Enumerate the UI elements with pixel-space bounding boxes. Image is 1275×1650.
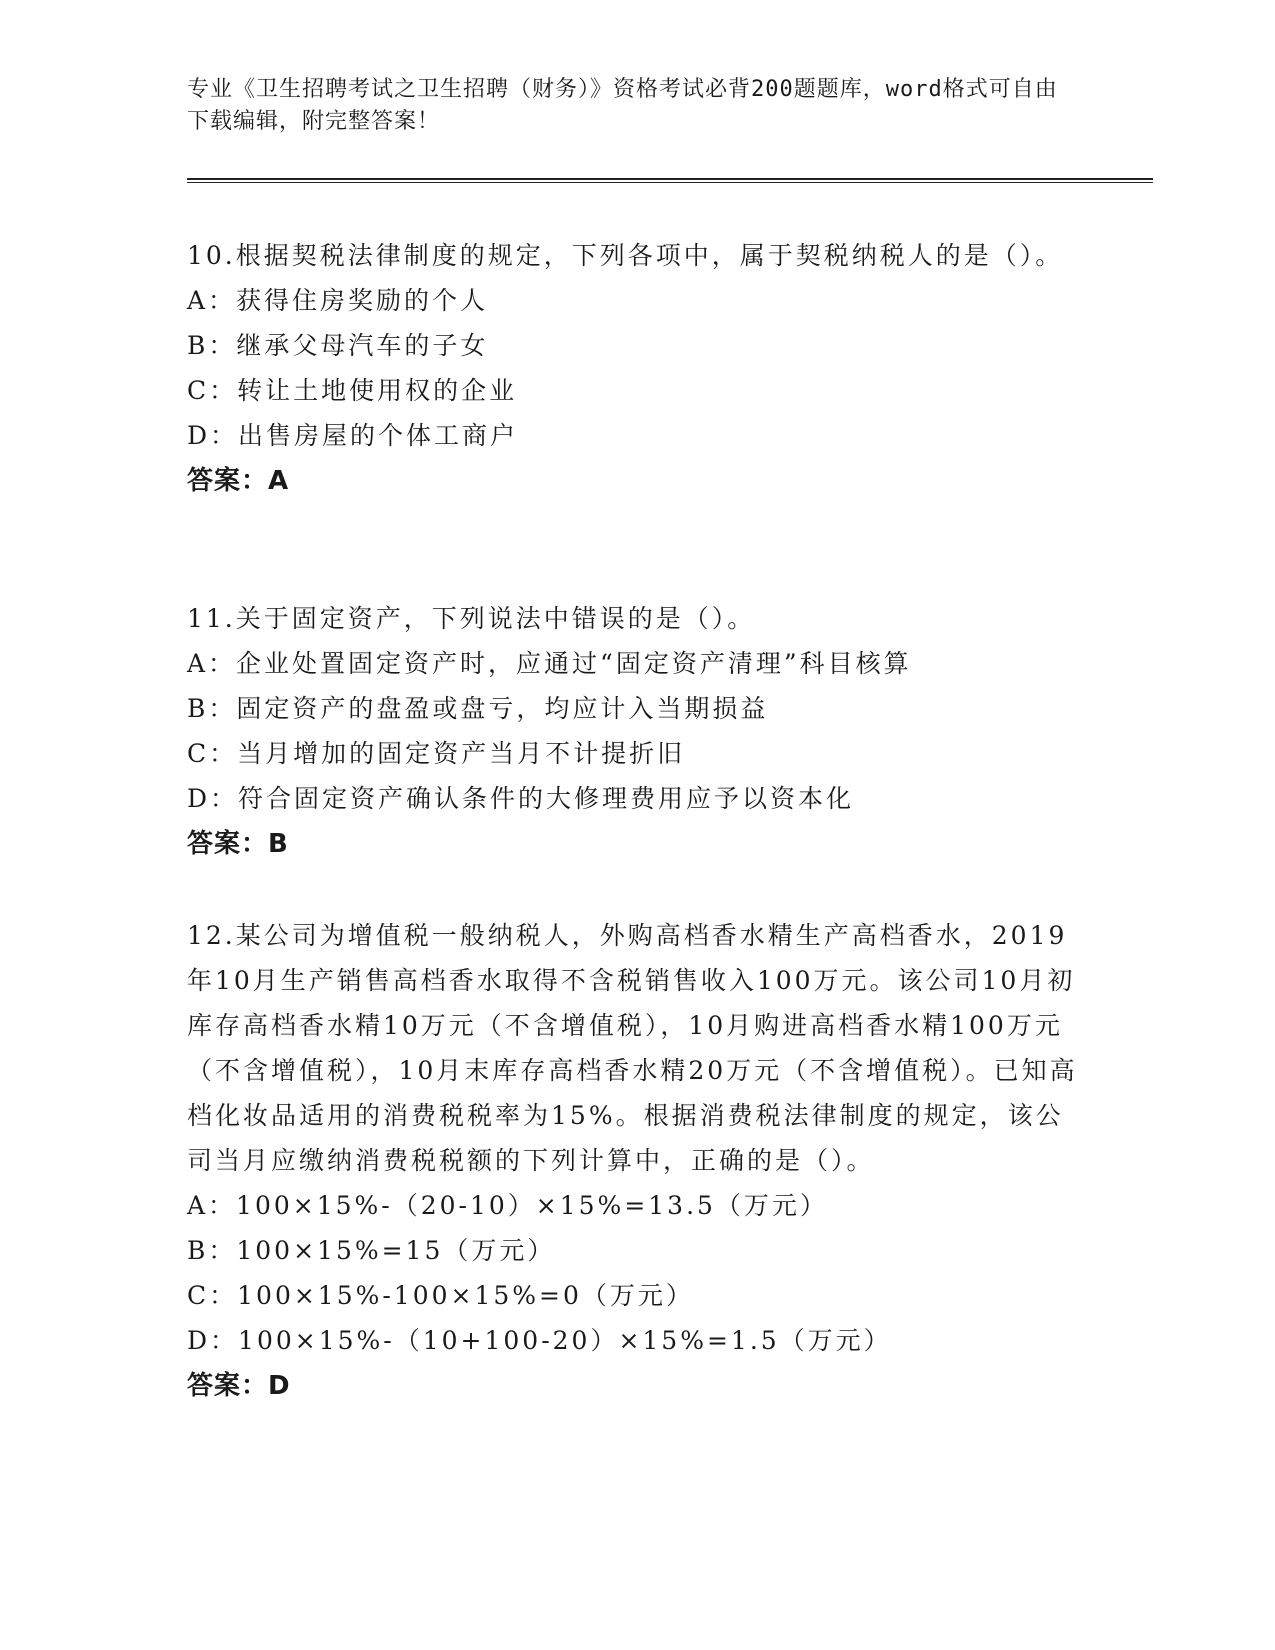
- question-11: [187, 596, 1087, 867]
- option-d: D：符合固定资产确认条件的大修理费用应予以资本化: [187, 784, 855, 813]
- header-rule: [187, 178, 1153, 183]
- option-c: C：当月增加的固定资产当月不计提折旧: [187, 739, 686, 768]
- option-a: A：获得住房奖励的个人: [187, 286, 489, 315]
- question-stem: 11.关于固定资产，下列说法中错误的是（）。: [187, 604, 756, 633]
- question-12: [187, 913, 1087, 1409]
- option-a: A：企业处置固定资产时，应通过“固定资产清理”科目核算: [187, 649, 912, 678]
- option-a: A：100×15%-（20-10）×15%=13.5（万元）: [187, 1191, 828, 1220]
- option-c: C：转让土地使用权的企业: [187, 376, 518, 405]
- option-b: B：100×15%=15（万元）: [187, 1236, 556, 1265]
- option-c: C：100×15%-100×15%=0（万元）: [187, 1281, 694, 1310]
- answer-label: 答案：D: [187, 1371, 291, 1401]
- answer-label: 答案：A: [187, 466, 290, 496]
- option-d: D：100×15%-（10+100-20）×15%=1.5（万元）: [187, 1326, 892, 1355]
- page-header: 专业《卫生招聘考试之卫生招聘（财务）》资格考试必背200题题库，word格式可自由下载编辑，附完整答案！: [187, 77, 1058, 134]
- option-d: D：出售房屋的个体工商户: [187, 421, 519, 450]
- option-b: B：继承父母汽车的子女: [187, 331, 489, 360]
- answer-label: 答案：B: [187, 829, 289, 859]
- question-stem: 12.某公司为增值税一般纳税人，外购高档香水精生产高档香水，2019年10月生产销售高档香水取得不含税销售收入100万元。该公司10月初库存高档香水精10万元（不含增值税），10月购进高档香水精100万元（不含增值税），10月末库存高档香水精20万元（不含增值税）。已知高档化妆品适用的消费税税率为15%。根据消费税法律制度的规定，该公司当月应缴纳消费税税额的下列计算中，正确的是（）。: [187, 921, 1078, 1175]
- question-stem: 10.根据契税法律制度的规定，下列各项中，属于契税纳税人的是（）。: [187, 241, 1064, 270]
- question-10: [187, 233, 1087, 504]
- option-b: B：固定资产的盘盈或盘亏，均应计入当期损益: [187, 694, 769, 723]
